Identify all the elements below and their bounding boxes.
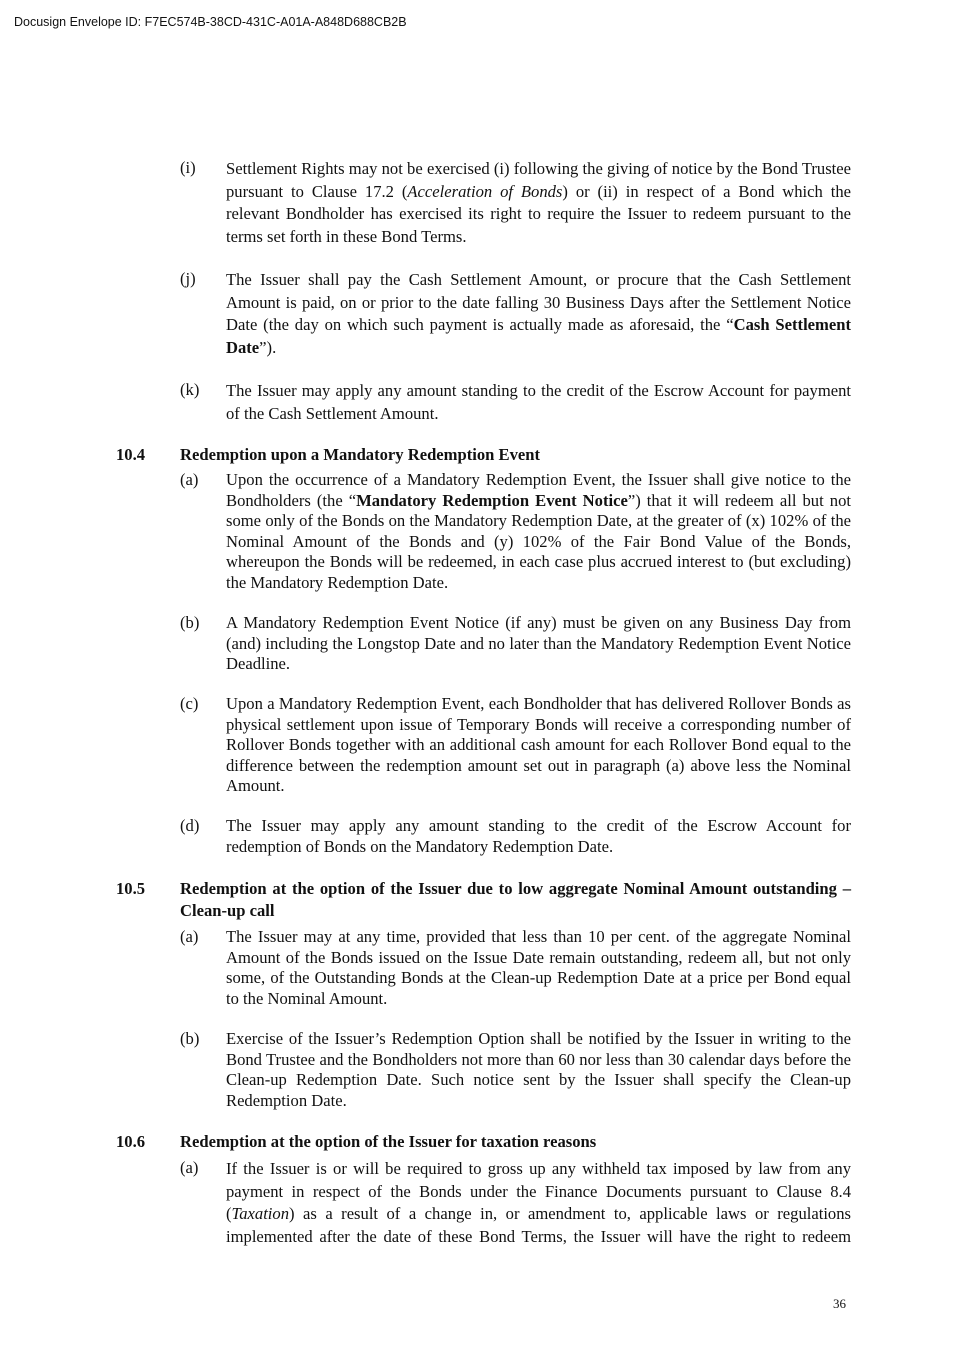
emphasis-text: Acceleration of Bonds bbox=[407, 181, 563, 201]
paragraph-label: (j) bbox=[180, 269, 196, 288]
paragraph-10-4-d bbox=[180, 816, 851, 857]
defined-term: Cash Settlement Date bbox=[226, 315, 851, 357]
docusign-envelope-id: Docusign Envelope ID: F7EC574B-38CD-431C-A01A-A848D688CB2B bbox=[14, 15, 407, 29]
text-run: ) or (ii) in respect of a Bond which the relevant Bondholder has exercised its right to require the Issuer to redeem pursuant to the terms set forth in these Bond Terms. bbox=[226, 181, 851, 246]
paragraph-label: (b) bbox=[180, 613, 200, 632]
section-number: 10.6 bbox=[116, 1132, 146, 1151]
paragraph-text bbox=[226, 470, 851, 593]
paragraph-label: (a) bbox=[180, 927, 199, 946]
section-number: 10.5 bbox=[116, 879, 146, 898]
paragraph-10-4-c bbox=[180, 694, 851, 797]
paragraph-text bbox=[226, 1158, 851, 1248]
paragraph-text: The Issuer may at any time, provided that less than 10 per cent. of the aggregate Nominal Amount of the Bonds issued on the Issue Date remain outstanding, redeem all, but not only some, of the Outstanding Bonds at the Clean-up Redemption Date at a price per Bond equal to the Nominal Amount. bbox=[226, 927, 851, 1008]
section-title: Redemption at the option of the Issuer due to low aggregate Nominal Amount outstanding – Clean-up call bbox=[180, 879, 851, 920]
paragraph-10-5-b bbox=[180, 1029, 851, 1111]
paragraph-text: The Issuer may apply any amount standing to the credit of the Escrow Account for redemption of Bonds on the Mandatory Redemption Date. bbox=[226, 816, 851, 856]
paragraph-text: Exercise of the Issuer’s Redemption Option shall be notified by the Issuer in writing to the Bond Trustee and the Bondholders not more than 60 nor less than 30 calendar days before the Clean-up Redemption Date. Such notice sent by the Issuer shall specify the Clean-up Redemption Date. bbox=[226, 1029, 851, 1110]
paragraph-label: (i) bbox=[180, 158, 196, 177]
text-run: Upon the occurrence of a Mandatory Redemption Event, the Issuer shall give notice to the Bondholders (the “ bbox=[226, 470, 851, 510]
section-title: Redemption at the option of the Issuer for taxation reasons bbox=[180, 1132, 597, 1151]
defined-term: Mandatory Redemption Event Notice bbox=[356, 490, 628, 510]
section-heading-10-6 bbox=[116, 1131, 851, 1153]
paragraph-text: Upon a Mandatory Redemption Event, each Bondholder that has delivered Rollover Bonds as physical settlement upon issue of Temporary Bonds will receive a corresponding number of Rollover Bonds together with an additional cash amount for each Rollover Bond equal to the difference between the redemption amount set out in paragraph (a) above less the Nominal Amount. bbox=[226, 694, 851, 795]
paragraph-label: (a) bbox=[180, 1158, 199, 1177]
paragraph-10-4-b bbox=[180, 613, 851, 675]
paragraph-k bbox=[180, 380, 851, 425]
text-run: The Issuer shall pay the Cash Settlement Amount, or procure that the Cash Settlement Amount is paid, on or prior to the date falling 30 Business Days after the Settlement Notice Date (the day on which such payment is actually made as aforesaid, the “ bbox=[226, 270, 851, 334]
paragraph-10-4-a bbox=[180, 470, 851, 593]
paragraph-10-5-a bbox=[180, 927, 851, 1009]
paragraph-label: (b) bbox=[180, 1029, 200, 1048]
paragraph-label: (c) bbox=[180, 694, 199, 713]
emphasis-text: Taxation bbox=[231, 1204, 290, 1223]
section-title: Redemption upon a Mandatory Redemption Event bbox=[180, 445, 541, 464]
paragraph-label: (k) bbox=[180, 380, 200, 399]
paragraph-text bbox=[226, 158, 851, 248]
paragraph-text bbox=[226, 269, 851, 359]
paragraph-i bbox=[180, 158, 851, 248]
paragraph-10-6-a bbox=[180, 1158, 851, 1248]
section-heading-10-4 bbox=[116, 444, 851, 466]
text-run: Settlement Rights may not be exercised (i) following the giving of notice by the Bond Trustee pursuant to Clause 17.2 ( bbox=[226, 159, 851, 201]
page-number: 36 bbox=[833, 1296, 846, 1311]
text-run: ”). bbox=[259, 337, 277, 357]
paragraph-j bbox=[180, 269, 851, 359]
section-number: 10.4 bbox=[116, 445, 146, 464]
paragraph-text: The Issuer may apply any amount standing to the credit of the Escrow Account for payment of the Cash Settlement Amount. bbox=[226, 381, 851, 423]
paragraph-text: A Mandatory Redemption Event Notice (if any) must be given on any Business Day from (and) including the Longstop Date and no later than the Mandatory Redemption Event Notice Deadline. bbox=[226, 613, 851, 673]
text-run: ) as a result of a change in, or amendment to, applicable laws or regulations implemented after the date of these Bond Terms, the Issuer will have the right to redeem bbox=[226, 1204, 851, 1246]
paragraph-label: (d) bbox=[180, 816, 200, 835]
text-run: If the Issuer is or will be required to gross up any withheld tax imposed by law from any payment in respect of the Bonds under the Finance Documents pursuant to Clause 8.4 ( bbox=[226, 1159, 851, 1223]
text-run: ”) that it will redeem all but not some only of the Bonds on the Mandatory Redemption Date, at the greater of (x) 102% of the Nominal Amount of the Bonds and (y) 102% of the Fair Bond Value of the Bonds, whereupon the Bonds will be redeemed, in each case plus accrued interest to (but excluding) the Mandatory Redemption Date. bbox=[226, 490, 851, 592]
section-heading-10-5 bbox=[116, 878, 851, 922]
paragraph-label: (a) bbox=[180, 470, 199, 489]
